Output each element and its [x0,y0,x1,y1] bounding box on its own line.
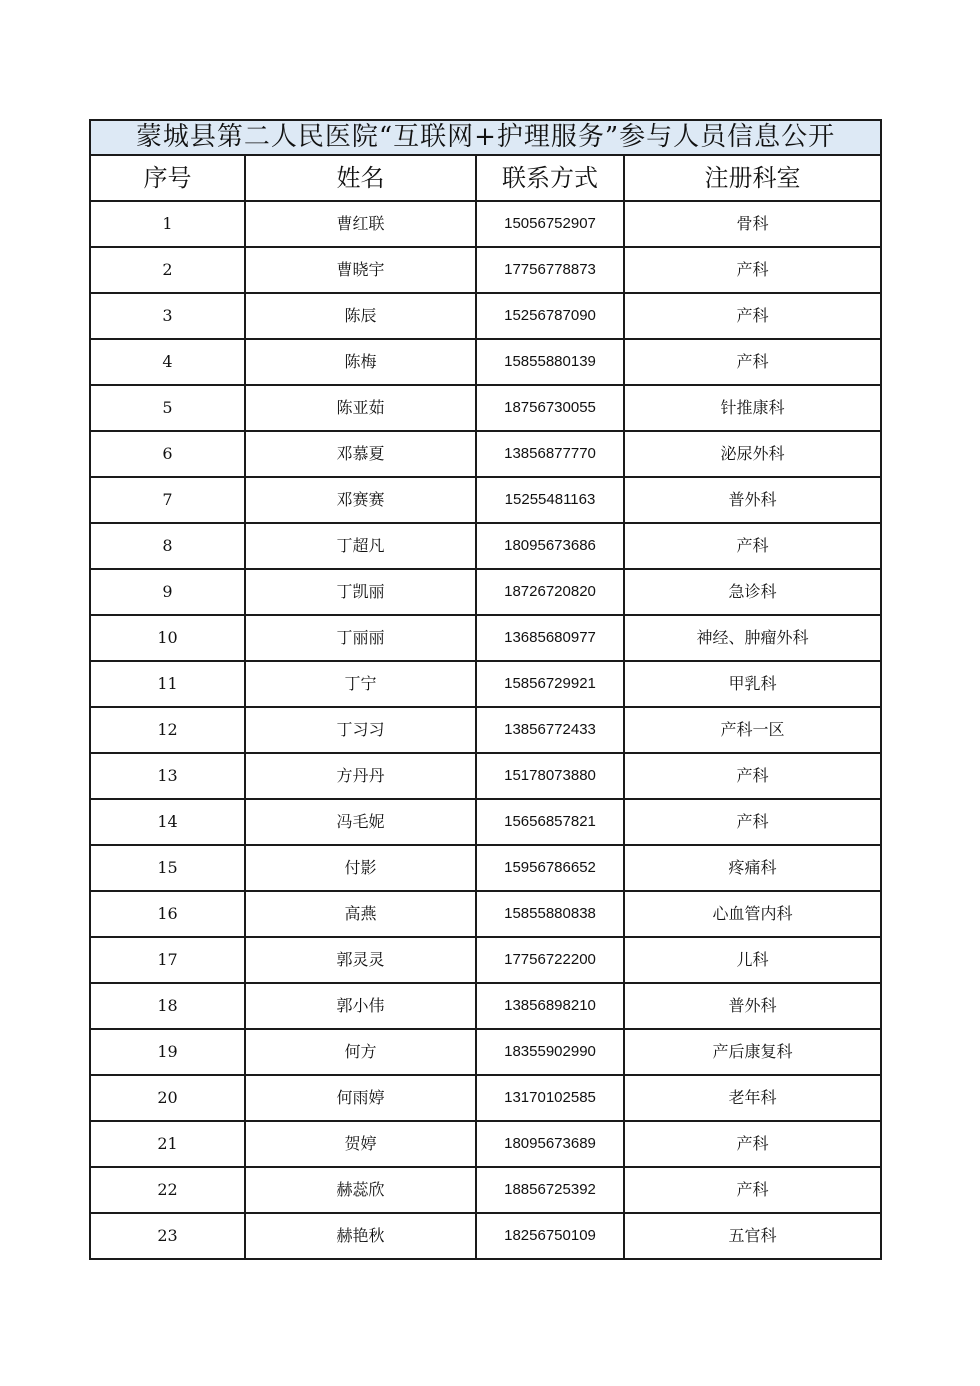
cell-index: 16 [90,891,245,937]
cell-phone: 18355902990 [476,1029,624,1075]
cell-name: 邓慕夏 [245,431,476,477]
cell-phone: 13856772433 [476,707,624,753]
cell-phone: 18726720820 [476,569,624,615]
cell-name: 陈亚茹 [245,385,476,431]
cell-department: 泌尿外科 [624,431,881,477]
cell-index: 5 [90,385,245,431]
cell-index: 10 [90,615,245,661]
cell-phone: 15856729921 [476,661,624,707]
cell-name: 何雨婷 [245,1075,476,1121]
table-row [90,247,881,293]
cell-name: 郭小伟 [245,983,476,1029]
cell-department: 神经、肿瘤外科 [624,615,881,661]
cell-phone: 13685680977 [476,615,624,661]
table-row [90,937,881,983]
cell-index: 12 [90,707,245,753]
cell-name: 丁丽丽 [245,615,476,661]
cell-name: 赫蕊欣 [245,1167,476,1213]
table-row [90,753,881,799]
cell-phone: 15656857821 [476,799,624,845]
cell-index: 22 [90,1167,245,1213]
table-row [90,845,881,891]
table-body [90,201,881,1259]
cell-department: 儿科 [624,937,881,983]
cell-index: 17 [90,937,245,983]
cell-department: 普外科 [624,477,881,523]
table-row [90,707,881,753]
table-row [90,523,881,569]
cell-phone: 13856898210 [476,983,624,1029]
cell-name: 冯毛妮 [245,799,476,845]
table-row [90,661,881,707]
cell-department: 产科 [624,1167,881,1213]
cell-name: 赫艳秋 [245,1213,476,1259]
cell-phone: 15056752907 [476,201,624,247]
cell-phone: 17756778873 [476,247,624,293]
table-row [90,293,881,339]
cell-department: 产科 [624,293,881,339]
cell-index: 23 [90,1213,245,1259]
header-name: 姓名 [245,155,476,201]
cell-phone: 13170102585 [476,1075,624,1121]
title-row [90,120,881,155]
header-index: 序号 [90,155,245,201]
cell-department: 产科一区 [624,707,881,753]
table-row [90,1167,881,1213]
header-department: 注册科室 [624,155,881,201]
table-row [90,983,881,1029]
cell-department: 针推康科 [624,385,881,431]
cell-name: 邓赛赛 [245,477,476,523]
cell-index: 9 [90,569,245,615]
table-row [90,1213,881,1259]
cell-phone: 18256750109 [476,1213,624,1259]
table-row [90,339,881,385]
cell-department: 产科 [624,753,881,799]
cell-name: 高燕 [245,891,476,937]
table-row [90,385,881,431]
cell-name: 丁宁 [245,661,476,707]
cell-name: 何方 [245,1029,476,1075]
cell-index: 1 [90,201,245,247]
cell-name: 曹红联 [245,201,476,247]
document-title: 蒙城县第二人民医院“互联网+护理服务”参与人员信息公开 [90,120,881,155]
cell-index: 20 [90,1075,245,1121]
cell-index: 3 [90,293,245,339]
table-row [90,1075,881,1121]
table-row [90,615,881,661]
cell-phone: 18095673686 [476,523,624,569]
cell-index: 6 [90,431,245,477]
table-row [90,1121,881,1167]
cell-phone: 15255481163 [476,477,624,523]
cell-department: 产后康复科 [624,1029,881,1075]
cell-index: 7 [90,477,245,523]
cell-phone: 15956786652 [476,845,624,891]
cell-index: 14 [90,799,245,845]
cell-department: 老年科 [624,1075,881,1121]
cell-index: 19 [90,1029,245,1075]
cell-phone: 15178073880 [476,753,624,799]
cell-department: 产科 [624,523,881,569]
cell-phone: 15855880139 [476,339,624,385]
cell-department: 急诊科 [624,569,881,615]
header-phone: 联系方式 [476,155,624,201]
cell-index: 4 [90,339,245,385]
cell-phone: 13856877770 [476,431,624,477]
cell-name: 陈辰 [245,293,476,339]
cell-department: 骨科 [624,201,881,247]
table-row [90,891,881,937]
table-row [90,569,881,615]
cell-phone: 17756722200 [476,937,624,983]
cell-department: 产科 [624,339,881,385]
cell-phone: 18856725392 [476,1167,624,1213]
table-row [90,799,881,845]
header-row [90,155,881,201]
cell-name: 丁凯丽 [245,569,476,615]
cell-name: 郭灵灵 [245,937,476,983]
cell-name: 方丹丹 [245,753,476,799]
cell-name: 付影 [245,845,476,891]
cell-department: 心血管内科 [624,891,881,937]
table-row [90,477,881,523]
staff-info-sheet [89,119,880,1260]
cell-department: 五官科 [624,1213,881,1259]
cell-name: 陈梅 [245,339,476,385]
cell-name: 丁习习 [245,707,476,753]
cell-index: 18 [90,983,245,1029]
cell-index: 2 [90,247,245,293]
cell-phone: 18095673689 [476,1121,624,1167]
cell-index: 13 [90,753,245,799]
cell-department: 普外科 [624,983,881,1029]
cell-department: 产科 [624,1121,881,1167]
table-row [90,201,881,247]
cell-name: 丁超凡 [245,523,476,569]
cell-department: 甲乳科 [624,661,881,707]
cell-phone: 18756730055 [476,385,624,431]
cell-name: 贺婷 [245,1121,476,1167]
cell-name: 曹晓宇 [245,247,476,293]
cell-index: 11 [90,661,245,707]
table-row [90,431,881,477]
cell-phone: 15256787090 [476,293,624,339]
cell-index: 8 [90,523,245,569]
cell-department: 产科 [624,799,881,845]
table-row [90,1029,881,1075]
staff-table [89,119,882,1260]
cell-department: 疼痛科 [624,845,881,891]
cell-phone: 15855880838 [476,891,624,937]
cell-index: 15 [90,845,245,891]
cell-department: 产科 [624,247,881,293]
cell-index: 21 [90,1121,245,1167]
